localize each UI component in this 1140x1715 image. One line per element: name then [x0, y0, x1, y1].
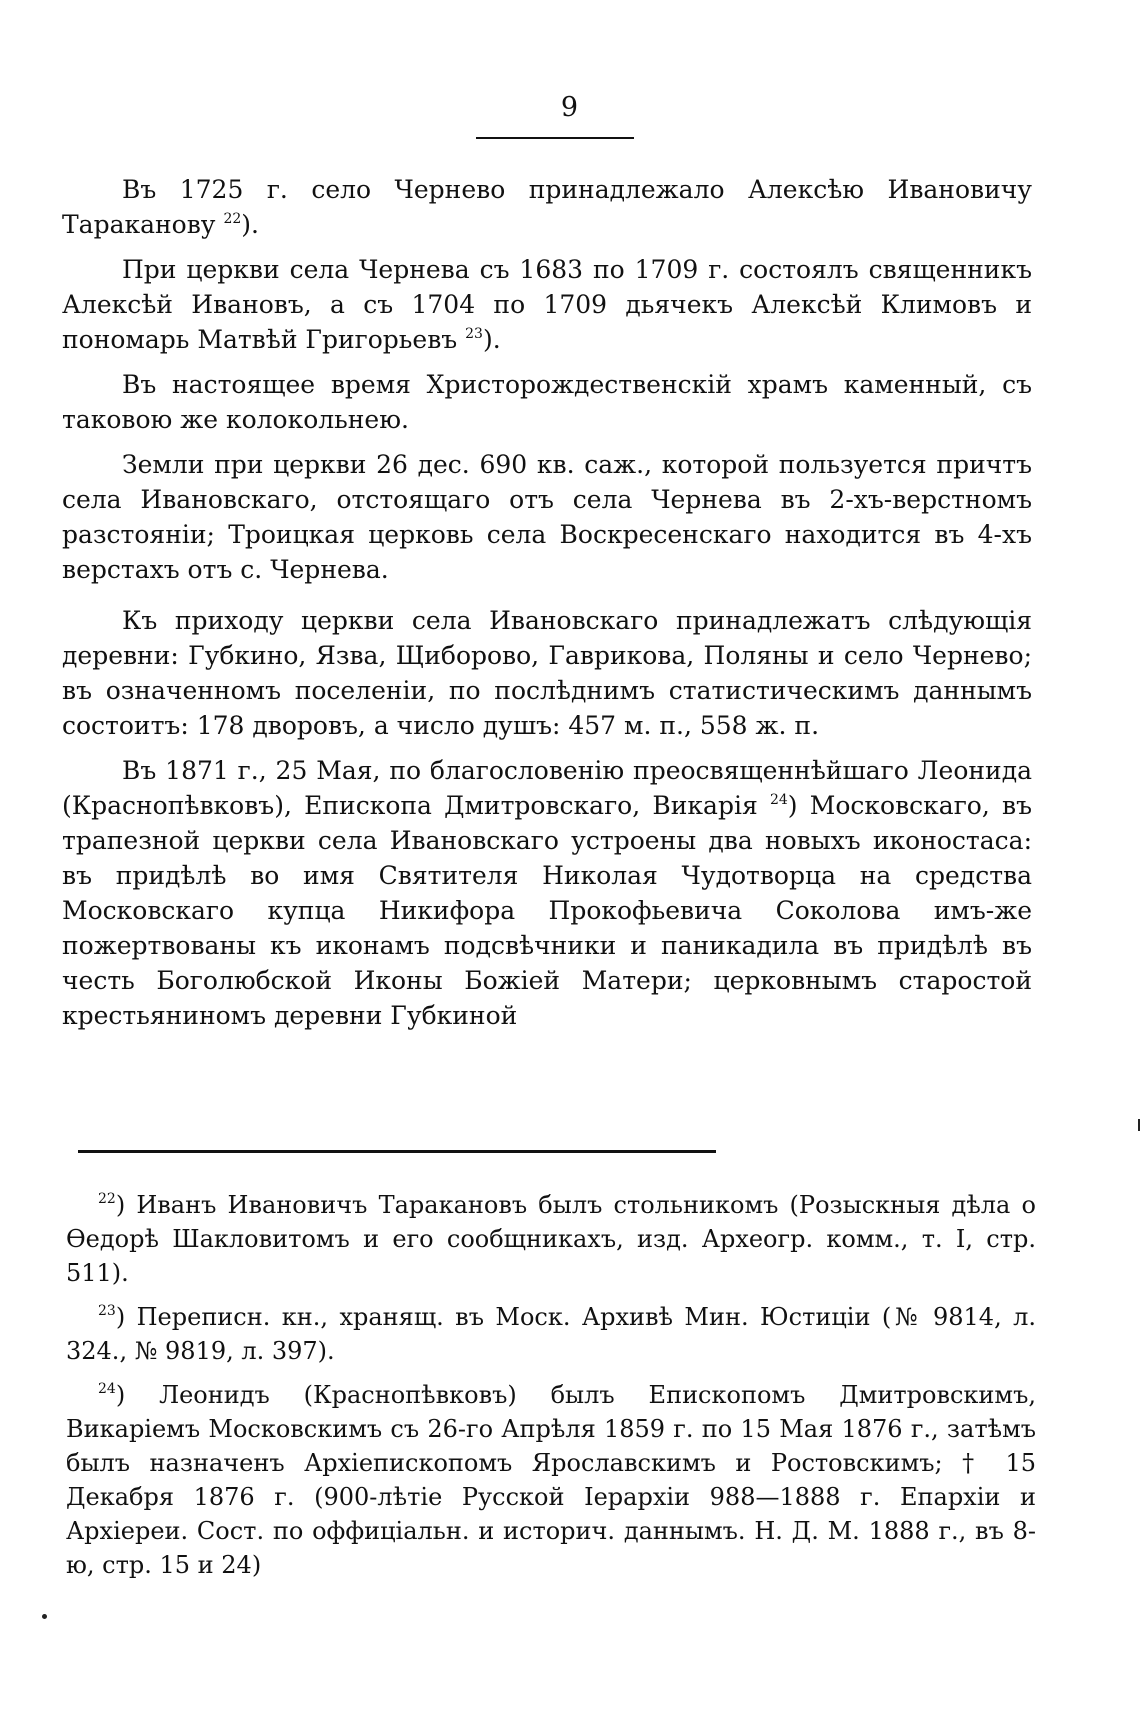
footnote-ref-24: 24: [769, 792, 788, 808]
paragraph-6-continuation: ) Московскаго, въ трапезной церкви села Ивановскаго устроены два новыхъ иконостаса: въ придѣлѣ во имя Святителя Николая Чудотворца на средства Московскаго купца Никифора Прокофьевича Соколова имъ-же пожертвованы къ иконамъ подсвѣчники и паникадила въ придѣлѣ въ честь Боголюбской Иконы Божіей Матери; церковнымъ старостой крестьяниномъ деревни Губкиной: [62, 791, 1032, 1030]
footnote-mark-23: 23: [98, 1303, 116, 1319]
paragraph-6: [62, 753, 1032, 1033]
paragraph-1-end: ).: [241, 210, 259, 239]
footnote-22: [66, 1188, 1036, 1290]
paragraph-6-text: Въ 1871 г., 25 Мая, по благословенію преосвященнѣйшаго Леонида (Краснопѣвковъ), Епископа Дмитровскаго, Викарія: [62, 756, 1032, 820]
paragraph-1: [62, 172, 1032, 242]
footnote-23: [66, 1300, 1036, 1368]
page-number: 9: [560, 92, 580, 123]
footnote-22-text: ) Иванъ Ивановичъ Таракановъ былъ стольникомъ (Розыскныя дѣла о Ѳедорѣ Шакловитомъ и его сообщникахъ, изд. Археогр. комм., т. I, стр. 511).: [66, 1191, 1036, 1287]
footnote-ref-23: 23: [465, 326, 483, 342]
paragraph-5: Къ приходу церкви села Ивановскаго принадлежатъ слѣдующія деревни: Губкино, Язва, Щиборово, Гаврикова, Поляны и село Чернево; въ означенномъ поселеніи, по послѣднимъ статистическимъ даннымъ состоитъ: 178 дворовъ, а число душъ: 457 м. п., 558 ж. п.: [62, 606, 1032, 740]
paragraph-4: Земли при церкви 26 дес. 690 кв. саж., которой пользуется причтъ села Ивановскаго, отстоящаго отъ села Чернева въ 2-хъ-верстномъ разстояніи; Троицкая церковь села Воскресенскаго находится въ 4-хъ верстахъ отъ с. Чернева.: [62, 450, 1032, 584]
paragraph-1-text: Въ 1725 г. село Чернево принадлежало Алексѣю Ивановичу Тараканову: [62, 175, 1032, 239]
footnote-24-text: ) Леонидъ (Краснопѣвковъ) былъ Епископомъ Дмитровскимъ, Викаріемъ Московскимъ съ 26-го Апрѣля 1859 г. по 15 Мая 1876 г., затѣмъ былъ назначенъ Архіепископомъ Ярославскимъ и Ростовскимъ; † 15 Декабря 1876 г. (900-лѣтіе Русской Іерархіи 988—1888 г. Епархіи и Архіереи. Сост. по оффиціальн. и историч. даннымъ. Н. Д. М. 1888 г., въ 8-ю, стр. 15 и 24): [66, 1381, 1036, 1579]
footnote-24: [66, 1378, 1036, 1582]
footnote-mark-22: 22: [98, 1191, 116, 1207]
main-text: [62, 172, 1032, 1033]
paragraph-2: [62, 252, 1032, 357]
paragraph-2-text: При церкви села Чернева съ 1683 по 1709 г. состоялъ священникъ Алексѣй Ивановъ, а съ 1704 по 1709 дьячекъ Алексѣй Климовъ и пономарь Матвѣй Григорьевъ: [62, 255, 1032, 354]
footnote-separator: [78, 1150, 716, 1153]
footnote-23-text: ) Переписн. кн., хранящ. въ Моск. Архивѣ Мин. Юстиціи (№ 9814, л. 324., № 9819, л. 397).: [66, 1303, 1036, 1365]
footnotes: [66, 1188, 1036, 1592]
footnote-ref-22: 22: [223, 211, 242, 227]
footnote-mark-24: 24: [98, 1381, 116, 1397]
paragraph-3: Въ настоящее время Христорождественскій храмъ каменный, съ таковою же колокольнею.: [62, 370, 1032, 434]
page-number-rule: [476, 137, 634, 139]
paragraph-2-end: ).: [482, 325, 501, 354]
scan-speck-2: [42, 1614, 47, 1619]
